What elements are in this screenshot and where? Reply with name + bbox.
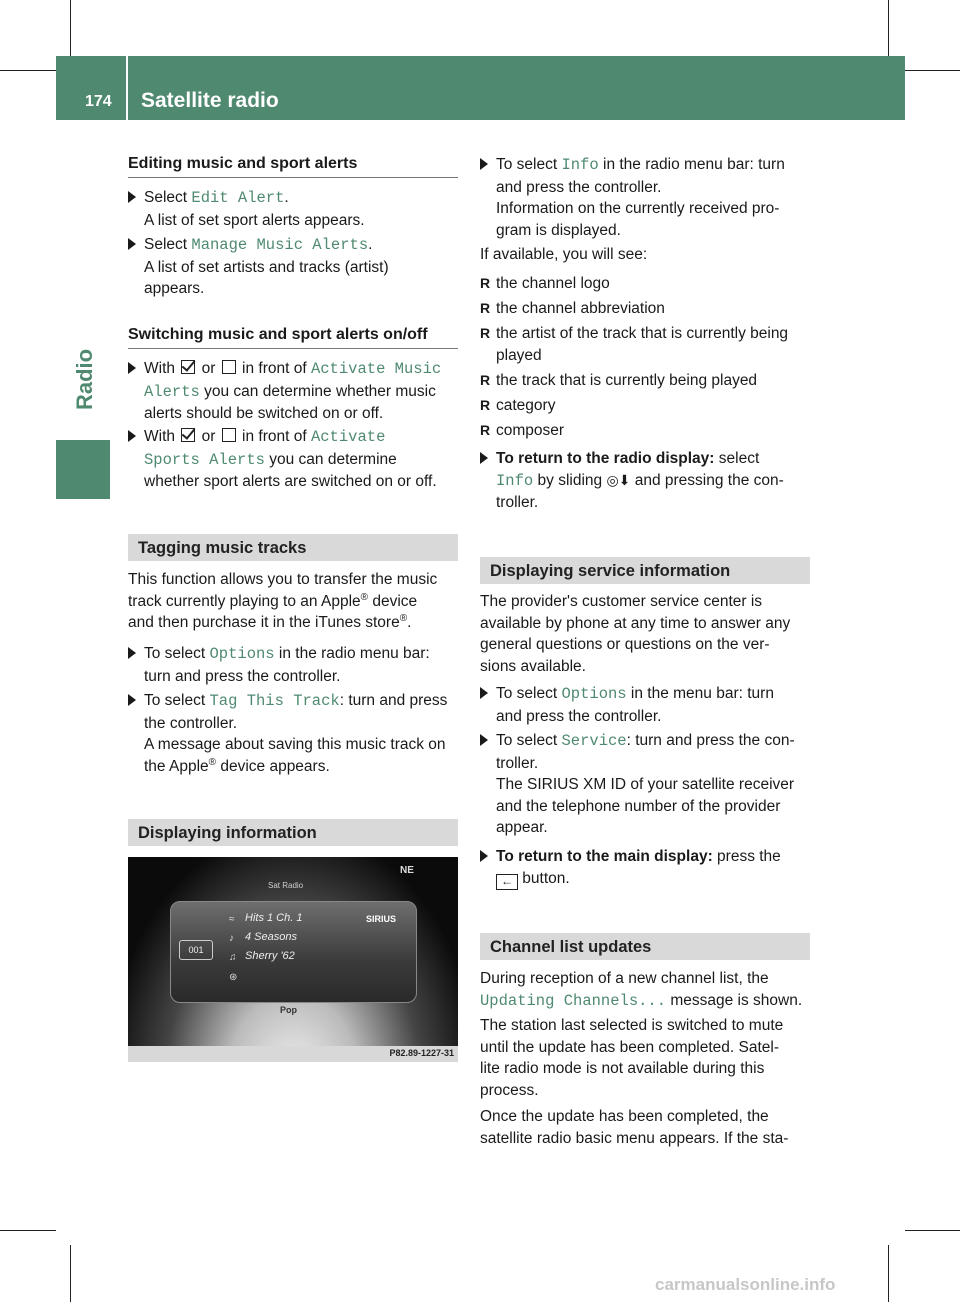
- instruction-step: To select Service: turn and press the con- troller. The SIRIUS XM ID of your satellite receiver and the telephone number of the provider appear.: [480, 730, 812, 839]
- crop-mark: [70, 0, 71, 56]
- crop-mark: [905, 1230, 960, 1231]
- instruction-step: To select Info in the radio menu bar: turn and press the controller. Information on the currently received pro- gram is displayed.: [480, 154, 812, 241]
- step-arrow-icon: [128, 430, 136, 442]
- instruction-step: With or in front of Activate Music Alerts you can determine whether music alerts should be switched on or off.: [128, 358, 460, 425]
- side-tab-block: [56, 440, 110, 499]
- bullet-mark: R: [480, 372, 491, 388]
- section-heading: Displaying service information: [490, 562, 731, 580]
- instruction-step: Select Manage Music Alerts. A list of set artists and tracks (artist) appears.: [128, 234, 460, 300]
- instruction-step: To select Options in the radio menu bar: turn and press the controller.: [128, 643, 460, 687]
- screenshot-logo: NE: [400, 865, 414, 876]
- section-heading: Channel list updates: [490, 938, 652, 956]
- bullet-mark: R: [480, 300, 491, 316]
- section-band: [128, 534, 458, 561]
- figure-code-bar: [128, 1046, 458, 1062]
- bullet-mark: R: [480, 397, 491, 413]
- paragraph: Once the update has been completed, the satellite radio basic menu appears. If the sta-: [480, 1108, 789, 1147]
- step-arrow-icon: [480, 734, 488, 746]
- crop-mark: [70, 1245, 71, 1302]
- channel-badge: 001: [179, 940, 213, 960]
- section-heading: Tagging music tracks: [138, 539, 307, 557]
- step-arrow-icon: [128, 694, 136, 706]
- instruction-step: To select Options in the menu bar: turn and press the controller.: [480, 683, 812, 727]
- back-button-icon: ←: [496, 874, 518, 890]
- section-rule: [128, 348, 458, 349]
- category-icon: ⊛: [229, 972, 238, 983]
- paragraph: If available, you will see:: [480, 246, 648, 263]
- watermark: carmanualsonline.info: [655, 1275, 836, 1294]
- list-item: R category: [480, 395, 555, 417]
- crop-mark: [905, 70, 960, 71]
- list-item: R the channel abbreviation: [480, 298, 665, 320]
- step-arrow-icon: [480, 687, 488, 699]
- bullet-mark: R: [480, 422, 491, 438]
- instruction-step: To select Tag This Track: turn and press the controller. A message about saving this music track on the Apple® device appears.: [128, 690, 460, 777]
- step-arrow-icon: [128, 238, 136, 250]
- list-item: R the track that is currently being played: [480, 370, 757, 392]
- crop-mark: [0, 1230, 56, 1231]
- section-heading: Switching music and sport alerts on/off: [128, 326, 428, 343]
- instruction-step: To return to the radio display: select Info by sliding ◎⬇ and pressing the con- troller.: [480, 448, 812, 514]
- section-rule: [128, 177, 458, 178]
- list-item: R the artist of the track that is currently being played: [480, 325, 789, 364]
- screenshot-category: Pop: [280, 1005, 297, 1015]
- step-arrow-icon: [128, 191, 136, 203]
- instruction-step: To return to the main display: press the ← button.: [480, 846, 812, 890]
- side-tab-label: Radio: [72, 348, 97, 410]
- paragraph: During reception of a new channel list, the Updating Channels... message is shown.: [480, 970, 803, 1010]
- artist-icon: ♪: [229, 933, 234, 944]
- bullet-mark: R: [480, 275, 491, 291]
- screenshot-info-panel: [170, 901, 417, 1003]
- step-arrow-icon: [128, 647, 136, 659]
- screenshot-row: 4 Seasons: [245, 931, 297, 943]
- instruction-step: Select Edit Alert. A list of set sport alerts appears.: [128, 187, 460, 231]
- bullet-mark: R: [480, 325, 491, 341]
- header-separator: [126, 56, 128, 120]
- checkbox-unchecked-icon: [222, 428, 236, 442]
- section-band: [480, 933, 810, 960]
- crop-mark: [888, 0, 889, 56]
- section-heading: Editing music and sport alerts: [128, 155, 358, 172]
- menu-item-manage-music-alerts: Manage Music Alerts: [191, 236, 369, 254]
- checkbox-unchecked-icon: [222, 360, 236, 374]
- page-title: Satellite radio: [141, 89, 279, 112]
- step-arrow-icon: [480, 158, 488, 170]
- list-item: R the channel logo: [480, 273, 610, 295]
- step-arrow-icon: [480, 850, 488, 862]
- screenshot-row: Hits 1 Ch. 1: [245, 912, 303, 924]
- crop-mark: [888, 1245, 889, 1302]
- crop-mark: [0, 70, 56, 71]
- section-band: [128, 819, 458, 846]
- sirius-logo: SIRIUS: [366, 914, 397, 924]
- controller-dial-icon: ◎⬇: [606, 471, 631, 488]
- checkbox-checked-icon: [181, 360, 195, 374]
- section-heading: Displaying information: [138, 824, 317, 842]
- checkbox-checked-icon: [181, 428, 195, 442]
- paragraph: This function allows you to transfer the music track currently playing to an Apple® device and then purchase it in the iTunes store®.: [128, 571, 438, 631]
- page-number: 174: [85, 93, 112, 110]
- radio-display-screenshot: [128, 857, 458, 1062]
- menu-item-edit-alert: Edit Alert: [191, 189, 285, 207]
- step-arrow-icon: [128, 362, 136, 374]
- instruction-step: With or in front of Activate Sports Alerts you can determine whether sport alerts are switched on or off.: [128, 426, 460, 493]
- section-band: [480, 557, 810, 584]
- paragraph: The provider's customer service center is available by phone at any time to answer any general questions or questions on the ver- sions available.: [480, 593, 791, 675]
- figure-code: P82.89-1227-31: [389, 1048, 454, 1058]
- screenshot-menu-title: Sat Radio: [268, 881, 304, 890]
- channel-icon: ≈: [229, 914, 235, 925]
- track-icon: ♫: [229, 952, 237, 963]
- paragraph: The station last selected is switched to mute until the update has been completed. Satel- lite radio mode is not available during this process.: [480, 1017, 784, 1099]
- screenshot-row: Sherry '62: [245, 950, 295, 962]
- list-item: R composer: [480, 420, 564, 442]
- step-arrow-icon: [480, 452, 488, 464]
